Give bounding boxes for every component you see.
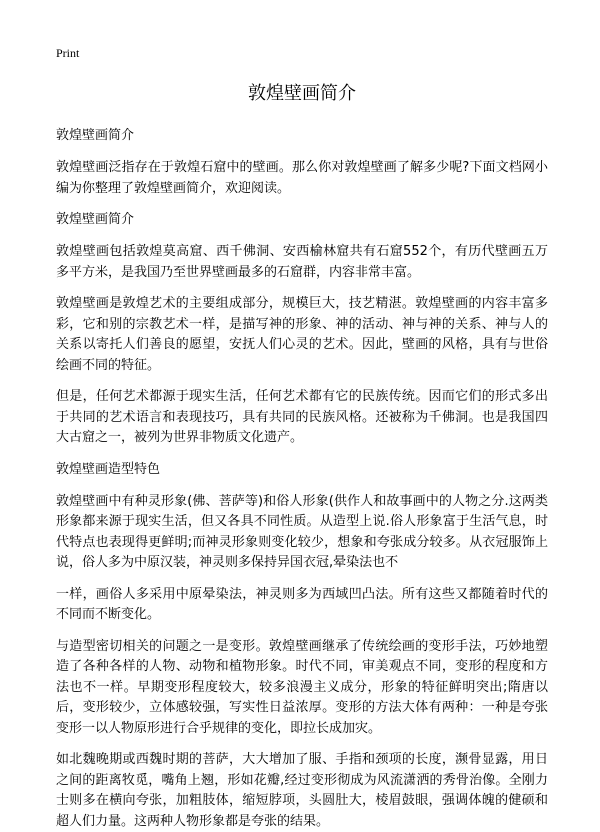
section-heading: 敦煌壁画造型特色 (56, 461, 161, 477)
paragraph: 如北魏晚期或西魏时期的菩萨，大大增加了服、手指和颈项的长度，濒骨显露，用日之间的距离牧觅，嘴角上翘，形如花瓣,经过变形彻成为风流潇洒的秀骨治像。全刚力士则多在横向夸张，加粗肢体，缩短脖项，头圆肚大，棱眉鼓眼，强调体魄的健硕和超人们力量。这两种人物形象都是夸张的结果。 (56, 752, 548, 829)
paragraph: 但是，任何艺术都源于现实生活，任何艺术都有它的民族传统。因而它们的形式多出于共同的艺术语言和表现技巧，具有共同的民族风格。还被称为千佛洞。也是我国四大古窟之一，被列为世界非物质文化遗产。 (56, 389, 548, 445)
section-heading: 敦煌壁画简介 (56, 128, 135, 143)
paragraph: 一样，画俗人多采用中原晕染法，神灵则多为西域凹凸法。所有这些又都随着时代的不同而不断变化。 (56, 586, 548, 622)
document-body (56, 126, 548, 832)
paragraph: 与造型密切相关的问题之一是变形。敦煌壁画继承了传统绘画的变形手法，巧妙地塑造了各种各样的人物、动物和植物形象。时代不同，审美观点不同，变形的程度和方法也不一样。早期变形程度较大，较多浪漫主义成分，形象的特征鲜明突出;隋唐以后，变形较少，立体感较强，写实性日益浓厚。变形的方法大体有两种：一种是夸张变形一以人物原形进行合乎规律的变化，即拉长成加灾。 (56, 638, 548, 736)
paragraph: 敦煌壁画中有种灵形象(佛、菩萨等)和俗人形象(供作人和故事画中的人物之分.这两类形象都来源于现实生活，但又各具不同性质。从造型上说.俗人形象富于生活气息，时代特点也表现得更鲜明;而神灵形象则变化较少，想象和夸张成分较多。从衣冠服饰上说，俗人多为中原汉装，神灵则多保持异国衣冠,晕染法也不 (56, 493, 548, 570)
paragraph: 敦煌壁画泛指存在于敦煌石窟中的壁画。那么你对敦煌壁画了解多少呢?下面文档网小编为你整理了敦煌壁画简介，欢迎阅读。 (56, 160, 548, 196)
section-heading: 敦煌壁画简介 (56, 212, 135, 227)
page-title: 敦煌壁画简介 (248, 83, 356, 104)
paragraph: 敦煌壁画是敦煌艺术的主要组成部分，规模巨大，技艺精湛。敦煌壁画的内容丰富多彩，它和别的宗教艺术一样，是描写神的形象、神的活动、神与神的关系、神与人的关系以寄托人们善良的愿望，安抚人们心灵的艺术。因此，壁画的风格，具有与世俗绘画不同的特征。 (56, 296, 548, 373)
print-link[interactable]: Print (56, 46, 80, 60)
paragraph: 敦煌壁画包括敦煌莫高窟、西千佛洞、安西榆林窟共有石窟552个，有历代壁画五万多平方米，是我国乃至世界壁画最多的石窟群，内容非常丰富。 (56, 244, 548, 280)
